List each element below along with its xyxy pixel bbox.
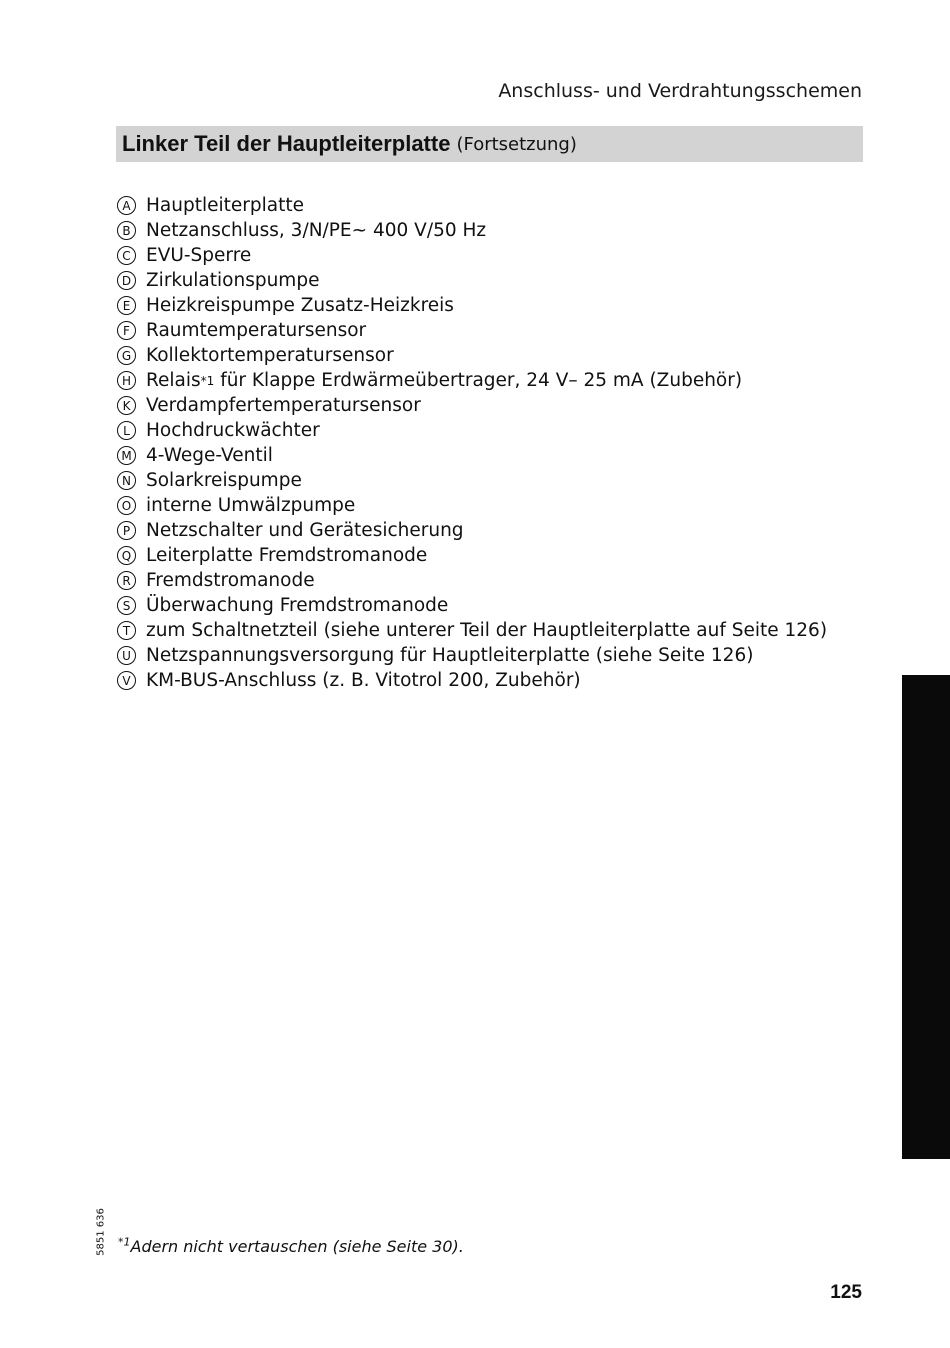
legend-item: [117, 593, 827, 618]
legend-item: [117, 443, 827, 468]
footnote-marker: *1: [118, 1235, 131, 1249]
legend-text: Verdampfertemperatursensor: [146, 395, 421, 416]
legend-text: Solarkreispumpe: [146, 470, 302, 491]
service-side-tab: [902, 675, 950, 1159]
legend-key-badge: P: [117, 521, 136, 540]
legend-key-badge: E: [117, 296, 136, 315]
legend-text: Leiterplatte Fremdstromanode: [146, 545, 428, 566]
legend-text: Zirkulationspumpe: [146, 270, 320, 291]
legend-text: 4-Wege-Ventil: [146, 445, 273, 466]
legend-key-badge: K: [117, 396, 136, 415]
legend-key-badge: F: [117, 321, 136, 340]
legend-key-badge: H: [117, 371, 136, 390]
legend-text: Hochdruckwächter: [146, 420, 320, 441]
legend-key-badge: O: [117, 496, 136, 515]
footnote: [118, 1237, 464, 1256]
legend-key-badge: T: [117, 621, 136, 640]
legend-text: interne Umwälzpumpe: [146, 495, 356, 516]
legend-item: [117, 618, 827, 643]
legend-item: [117, 218, 827, 243]
legend-text: Netzschalter und Gerätesicherung: [146, 520, 464, 541]
legend-key-badge: V: [117, 671, 136, 690]
legend-key-badge: N: [117, 471, 136, 490]
document-number: 5851 636: [95, 1208, 107, 1256]
legend-item: [117, 193, 827, 218]
section-heading-bar: [116, 126, 863, 162]
legend-text: KM-BUS-Anschluss (z. B. Vitotrol 200, Zubehör): [146, 670, 581, 691]
footnote-text: Adern nicht vertauschen (siehe Seite 30).: [130, 1237, 464, 1256]
legend-key-badge: U: [117, 646, 136, 665]
legend-text: Netzspannungsversorgung für Hauptleiterplatte (siehe Seite 126): [146, 645, 754, 666]
legend-item: [117, 543, 827, 568]
chapter-header: Anschluss- und Verdrahtungsschemen: [498, 80, 862, 102]
legend-text: EVU-Sperre: [146, 245, 252, 266]
legend-key-badge: A: [117, 196, 136, 215]
legend-item: [117, 568, 827, 593]
legend-text: Hauptleiterplatte: [146, 195, 304, 216]
legend-item: [117, 418, 827, 443]
legend-item: [117, 668, 827, 693]
legend-key-badge: Q: [117, 546, 136, 565]
legend-item: [117, 493, 827, 518]
legend-text: zum Schaltnetzteil (siehe unterer Teil der Hauptleiterplatte auf Seite 126): [146, 620, 828, 641]
legend-text: Netzanschluss, 3/N/PE~ 400 V/50 Hz: [146, 220, 487, 241]
legend-key-badge: L: [117, 421, 136, 440]
page-number: 125: [830, 1282, 862, 1303]
legend-key-badge: B: [117, 221, 136, 240]
legend-item: [117, 393, 827, 418]
legend-text: Kollektortemperatursensor: [146, 345, 394, 366]
legend-item: [117, 268, 827, 293]
section-title: Linker Teil der Hauptleiterplatte: [122, 131, 451, 156]
legend-text: Fremdstromanode: [146, 570, 315, 591]
legend-text-prefix: Relais: [146, 370, 201, 391]
legend-key-badge: R: [117, 571, 136, 590]
legend-item: [117, 293, 827, 318]
legend-item: [117, 518, 827, 543]
legend-text: für Klappe Erdwärmeübertrager, 24 V– 25 mA (Zubehör): [214, 370, 743, 391]
legend-item: [117, 643, 827, 668]
legend-text: Heizkreispumpe Zusatz-Heizkreis: [146, 295, 454, 316]
legend-item: [117, 243, 827, 268]
legend-key-badge: C: [117, 246, 136, 265]
legend-key-badge: S: [117, 596, 136, 615]
legend-item: H Relais *1 für Klappe Erdwärmeübertrager, 24 V– 25 mA (Zubehör): [117, 368, 827, 393]
legend-key-badge: M: [117, 446, 136, 465]
legend-key-badge: D: [117, 271, 136, 290]
service-tab-label: Service: [13, 882, 34, 950]
section-subtitle: (Fortsetzung): [456, 133, 577, 155]
legend-key-badge: G: [117, 346, 136, 365]
legend-text: Raumtemperatursensor: [146, 320, 367, 341]
legend-item: [117, 318, 827, 343]
legend-list: [117, 193, 827, 693]
legend-item: [117, 343, 827, 368]
legend-text: Überwachung Fremdstromanode: [146, 595, 449, 616]
legend-item: [117, 468, 827, 493]
